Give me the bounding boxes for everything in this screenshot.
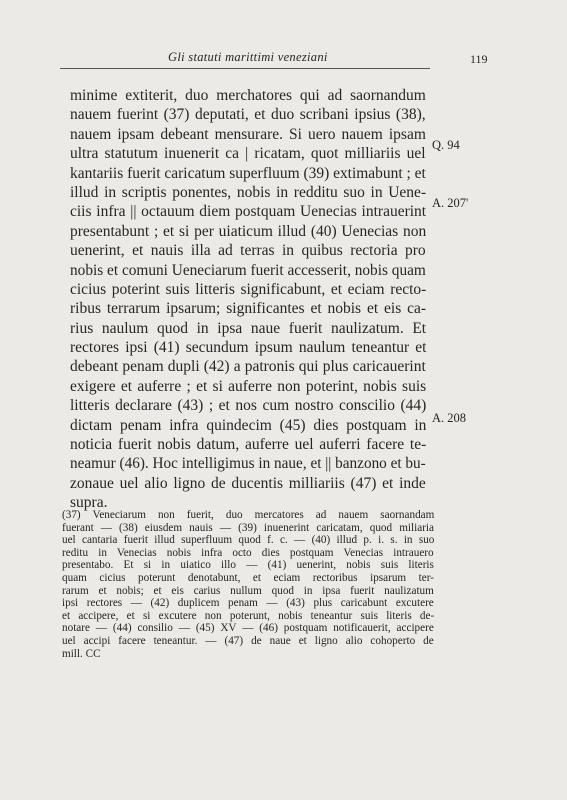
text-line: nauem ipsam debeant mensurare. Si uero nauem ipsam: [70, 125, 426, 143]
text-line: kantariis fuerit caricatum superfluum (39) extimabunt ; et: [70, 164, 426, 182]
footnote-line: fuerant — (38) eiusdem nauis — (39) inuenerint caricatam, quod miliaria: [62, 521, 434, 534]
text-line: cicius poterint suis litteris significabunt, et eciam recto-: [70, 280, 427, 298]
footnotes: [62, 509, 437, 660]
text-line: ciis infra || octauum diem postquam Uenecias intrauerint: [70, 203, 427, 221]
text-line: uenerint, et nauis illa ad terras in quibus rectoria pro: [70, 242, 426, 260]
margin-note-a207: A. 207': [432, 196, 469, 210]
page-number: 119: [470, 52, 488, 66]
text-line: supra.: [70, 494, 108, 512]
footnote-line: notare — (44) consilio — (45) XV — (46) postquam notificauerit, accipere: [62, 622, 434, 635]
text-line: neamur (46). Hoc intelligimus in naue, et || banzono et bu-: [70, 455, 426, 473]
footnote-line: ipsi rectores — (42) duplicem penam — (43) plus caricabunt excutere: [62, 597, 434, 610]
margin-note-a208: A. 208: [432, 411, 467, 425]
text-line: rectores ipsi (41) secundum ipsum naulum teneantur et: [70, 339, 427, 357]
text-line: litteris declarare (43) ; et nos cum nostro conscilio (44): [70, 397, 427, 415]
footnote-line: uel cantaria fuerit illud superfluum quod f. c. — (40) illud p. i. s. in suo: [62, 534, 435, 547]
main-text: [70, 86, 430, 513]
footnote-line: uel accipi facere teneantur. — (47) de naue et ligno alio cohoperto de: [62, 634, 434, 647]
text-line: zonaue uel alio ligno de ducentis milliariis (47) et inde: [70, 474, 426, 492]
footnote-line: mill. CC: [62, 647, 101, 660]
margin-note-q94: Q. 94: [432, 138, 460, 152]
text-line: rius naulum quod in ipsa naue fuerit naulizatum. Et: [70, 319, 427, 337]
footnote-line: et accipere, et si excutere non poterunt, nobis teneantur suis literis de-: [62, 609, 435, 622]
text-line: nobis et comuni Ueneciarum fuerit accesserit, nobis quam: [70, 261, 426, 279]
text-line: minime extiterit, duo merchatores qui ad saornandum: [70, 87, 426, 104]
footnote-line: presentabo. Et si in uiatico illo — (41) uenerint, nobis suis literis: [62, 559, 434, 572]
footnote-line: reditu in Venecias nobis infra octo dies postquam Venecias intrauero: [62, 546, 434, 559]
text-line: noticia fuerit nobis datum, auferre uel auferri facere te-: [70, 436, 427, 454]
text-line: nauem fuerint (37) deputati, et duo scribani ipsius (38),: [70, 106, 426, 124]
text-line: exigere et auferre ; et si auferre non poterint, nobis suis: [70, 377, 427, 395]
running-title: Gli statuti marittimi veneziani: [168, 50, 328, 64]
text-line: illud in scriptis ponentes, nobis in redditu suo in Uene-: [70, 183, 427, 201]
running-header: [60, 50, 488, 69]
footnote-line: quam cicius poterunt denotabunt, et eciam rectoribus ipsarum ter-: [62, 571, 434, 584]
footnote-line: (37) Veneciarum non fuerit, duo mercatores ad nauem saornandam: [62, 509, 435, 521]
footnote-line: rarum et nobis; et eis carius nullum quod in ipsa fuerit naulizatum: [62, 584, 434, 597]
text-line: dictam penam infra quindecim (45) dies postquam in: [70, 416, 427, 434]
text-line: ribus terrarum ipsarum; significantes et nobis et eis ca-: [70, 300, 427, 318]
text-line: ultra statutum inuenerit ca | ricatam, quot milliariis uel: [70, 145, 426, 163]
text-line: presentabunt ; et si per uiaticum illud (40) Uenecias non: [70, 222, 427, 240]
text-line: debeant penam dupli (42) a patronis qui plus caricauerint: [70, 358, 426, 376]
